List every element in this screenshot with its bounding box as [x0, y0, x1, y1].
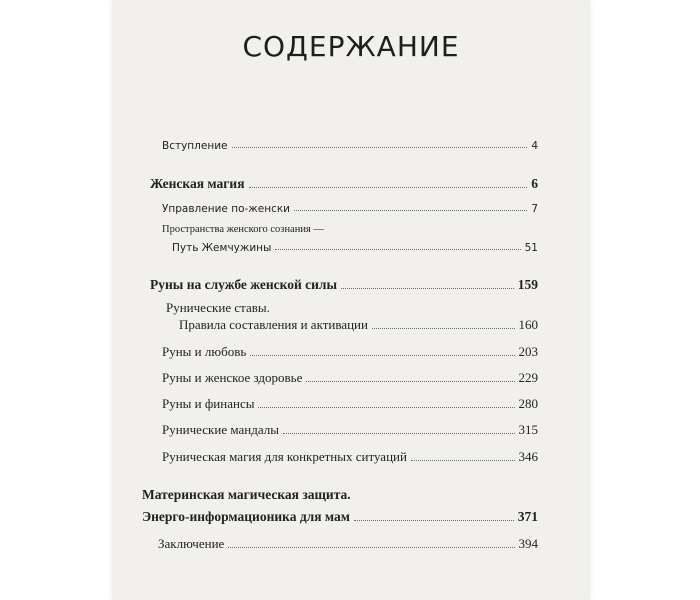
dot-leader: [411, 460, 515, 461]
toc-entry-page: 51: [524, 242, 538, 254]
toc-entry-line1: Рунические ставы.: [166, 300, 270, 315]
dot-leader: [228, 547, 514, 548]
toc-entry-page: 280: [518, 396, 538, 411]
dot-leader: [306, 381, 514, 382]
toc-entry-womens-management: [162, 201, 538, 215]
toc-entry-conclusion: [158, 536, 538, 552]
dot-leader: [258, 407, 514, 408]
dot-leader: [250, 355, 514, 356]
dot-leader: [249, 187, 528, 188]
dot-leader: [372, 328, 515, 329]
toc-entry-page: 203: [518, 344, 538, 359]
toc-entry-label: Руническая магия для конкретных ситуаций: [162, 449, 407, 464]
toc-entry-runic-staves: [179, 317, 538, 333]
toc-entry-page: 159: [517, 277, 538, 292]
toc-entry-runes-womens-power: [150, 276, 538, 293]
page-title: СОДЕРЖАНИЕ: [242, 30, 460, 63]
toc-entry-label: Руны на службе женской силы: [150, 277, 338, 292]
toc-entry-page: 315: [518, 422, 538, 437]
toc-entry-line1: Пространства женского сознания —: [162, 224, 324, 235]
toc-entry-label: Рунические мандалы: [162, 422, 279, 437]
toc-entry-label: Руны и любовь: [162, 344, 247, 359]
toc-entry-pearl-path: [172, 240, 538, 254]
book-page: [112, 0, 590, 600]
toc-entry-label: Путь Жемчужины: [172, 242, 272, 254]
dot-leader: [354, 520, 514, 521]
dot-leader: [294, 210, 527, 211]
toc-entry-page: 6: [531, 176, 538, 191]
toc-entry-page: 346: [518, 449, 538, 464]
dot-leader: [341, 288, 514, 289]
toc-entry-page: 229: [518, 370, 538, 385]
toc-entry-runes-health: [162, 370, 538, 386]
toc-entry-maternal-protection: [142, 508, 538, 525]
toc-entry-label: Энерго-информационика для мам: [142, 509, 350, 524]
dot-leader: [283, 433, 515, 434]
toc-entry-runic-magic-situations: [162, 449, 538, 465]
toc-entry-label: Руны и женское здоровье: [162, 370, 303, 385]
toc-entry-womens-magic: [150, 175, 538, 192]
toc-entry-runic-mandalas: [162, 422, 538, 438]
toc-entry-label: Женская магия: [150, 176, 245, 191]
toc-entry-runes-finance: [162, 396, 538, 412]
dot-leader: [275, 249, 520, 250]
toc-entry-page: 394: [518, 536, 538, 551]
toc-entry-page: 7: [531, 203, 538, 215]
toc-entry-line1: Материнская магическая защита.: [142, 487, 351, 502]
toc-entry-page: 4: [531, 140, 538, 152]
toc-entry-page: 371: [517, 509, 538, 524]
toc-entry-label: Правила составления и активации: [179, 317, 368, 332]
dot-leader: [232, 147, 528, 148]
toc-entry-label: Заключение: [158, 536, 225, 551]
toc-entry-runes-love: [162, 344, 538, 360]
toc-entry-introduction: [162, 138, 538, 152]
toc-entry-label: Вступление: [162, 140, 228, 152]
toc-entry-label: Руны и финансы: [162, 396, 255, 411]
toc-entry-label: Управление по-женски: [162, 203, 291, 215]
toc-entry-page: 160: [518, 317, 538, 332]
